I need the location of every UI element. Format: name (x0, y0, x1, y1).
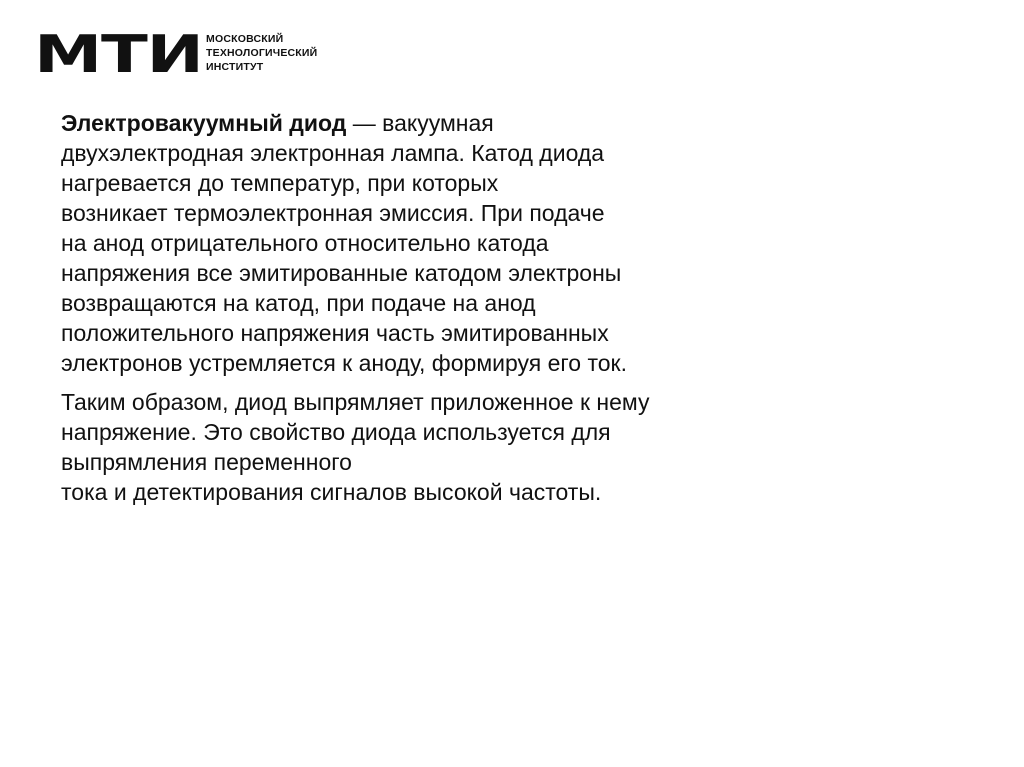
paragraph-conclusion (61, 387, 861, 507)
text-line: двухэлектродная электронная лампа. Катод диода (61, 140, 605, 166)
paragraph-definition (61, 108, 861, 378)
text-line: Таким образом, диод выпрямляет приложенное к нему (61, 389, 650, 415)
text-line: возвращаются на катод, при подаче на анод (61, 290, 536, 316)
text-line: положительного напряжения часть эмитированных (61, 320, 609, 346)
text-line (61, 108, 861, 138)
text-line: возникает термоэлектронная эмиссия. При подаче (61, 200, 605, 226)
logo-mark: МТИ (34, 25, 203, 85)
term-bold: Электровакуумный диод (61, 110, 347, 136)
text-line: электронов устремляется к аноду, формируя его ток. (61, 350, 627, 376)
text-line: нагревается до температур, при которых (61, 170, 499, 196)
text-line: тока и детектирования сигналов высокой частоты. (61, 479, 602, 505)
logo-line-3: ИНСТИТУТ (206, 61, 264, 73)
text-line: напряжения все эмитированные катодом электроны (61, 260, 622, 286)
institute-logo (34, 25, 318, 85)
text-line: выпрямления переменного (61, 449, 352, 475)
text-fragment: — вакуумная (346, 110, 494, 136)
text-line: напряжение. Это свойство диода используется для (61, 419, 611, 445)
logo-line-1: МОСКОВСКИЙ (206, 33, 284, 45)
text-line: на анод отрицательного относительно катода (61, 230, 549, 256)
slide-body (61, 108, 861, 507)
logo-line-2: ТЕХНОЛОГИЧЕСКИЙ (206, 47, 318, 59)
